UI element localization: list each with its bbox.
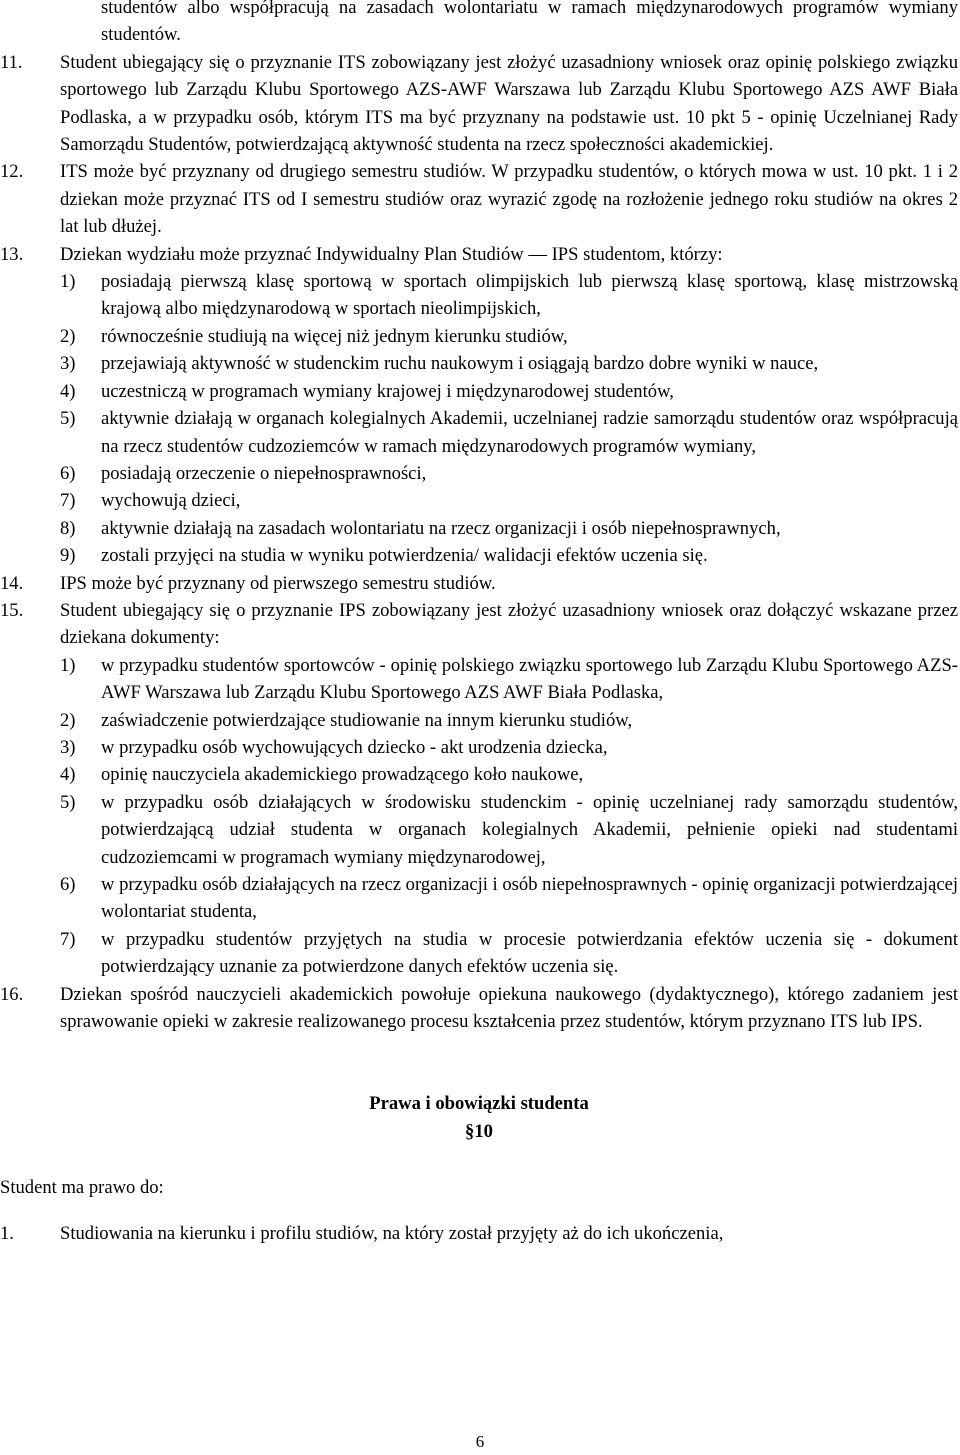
paragraph-11 [0,49,958,159]
list-item [0,707,958,734]
list-item-number: 5) [60,408,76,430]
paragraph-15 [0,597,958,652]
list-item-number: 1) [60,271,76,293]
paragraph-text: Dziekan spośród nauczycieli akademickich powołuje opiekuna naukowego (dydaktycznego), którego zadaniem jest sprawowanie opieki w zakresie realizowanego procesu kształcenia przez studentów, którym przyznano ITS lub IPS. [60,983,958,1033]
list-item-number: 9) [60,545,76,567]
list-item [0,926,958,981]
list-item-number: 1) [60,654,76,676]
list-item-text: w przypadku osób wychowujących dziecko - akt urodzenia dziecka, [101,736,608,758]
list-item [0,405,958,460]
section-symbol: §10 [465,1120,493,1142]
list-item-text: przejawiają aktywność w studenckim ruchu naukowym i osiągają bardzo dobre wyniki w nauce, [101,353,819,375]
paragraph-13 [0,241,958,268]
list-item [0,871,958,926]
page-number: 6 [475,1432,485,1451]
list-item-number: 3) [60,736,76,758]
list-item [0,761,958,788]
list-item [0,542,958,569]
list-item-text: aktywnie działają w organach kolegialnych Akademii, uczelnianej radzie samorządu studentów oraz współpracują na rzecz studentów cudzoziemców w ramach międzynarodowych programów wymiany, [101,408,958,457]
list-item-number: 5) [60,791,76,813]
list-item-number: 6) [60,462,76,484]
list-item-text: posiadają orzeczenie o niepełnosprawności, [101,462,427,484]
list-item-number: 2) [60,709,76,731]
list-item-text: opinię nauczyciela akademickiego prowadzącego koło naukowe, [101,764,584,786]
list-item-text: aktywnie działają na zasadach wolontariatu na rzecz organizacji i osób niepełnosprawnych, [101,517,781,539]
paragraph-text: ITS może być przyznany od drugiego semestru studiów. W przypadku studentów, o których mowa w ust. 10 pkt. 1 i 2 dziekan może przyznać ITS od I semestru studiów oraz wyrazić zgodę na rozłożenie jednego roku studiów na okres 2 lat lub dłużej. [60,161,958,238]
paragraph-text: IPS może być przyznany od pierwszego semestru studiów. [60,572,496,594]
paragraph-text: Studiowania na kierunku i profilu studiów, na który został przyjęty aż do ich ukończenia, [60,1223,724,1245]
list-item [0,652,958,707]
paragraph-12 [0,158,958,240]
rights-intro: Student ma prawo do: [0,1177,164,1199]
list-item [0,350,958,377]
list-item [0,378,958,405]
paragraph-number: 1. [0,1223,14,1245]
list-item-text: w przypadku studentów przyjętych na studia w procesie potwierdzania efektów uczenia się - dokument potwierdzający uznanie za potwierdzone danych efektów uczenia się. [101,928,958,978]
list-item-number: 7) [60,490,76,512]
paragraph-14 [0,570,958,597]
paragraph-text: Student ubiegający się o przyznanie IPS zobowiązany jest złożyć uzasadniony wniosek oraz dołączyć wskazane przez dziekana dokumenty: [60,599,958,649]
list-item-number: 4) [60,764,76,786]
paragraph-16 [0,981,958,1036]
list-item-text: w przypadku studentów sportowców - opinię polskiego związku sportowego lub Zarządu Klubu Sportowego AZS-AWF Warszawa lub Zarządu Klubu Sportowego AZS AWF Biała Podlaska, [101,654,958,704]
list-item-text: wychowują dzieci, [101,490,241,512]
list-item-text: w przypadku osób działających na rzecz organizacji i osób niepełnosprawnych - opinię organizacji potwierdzającej wolontariat studenta, [101,874,958,923]
list-item-text: zaświadczenie potwierdzające studiowanie na innym kierunku studiów, [101,709,633,731]
list-item [0,460,958,487]
list-item-number: 7) [60,928,76,950]
list-item-text: posiadają pierwszą klasę sportową w sportach olimpijskich lub pierwszą klasę sportową, klasę mistrzowską krajową albo międzynarodową w sportach nieolimpijskich, [101,271,958,320]
list-item [0,789,958,871]
list-item-number: 3) [60,353,76,375]
list-item [0,323,958,350]
paragraph-number: 12. [0,161,24,183]
paragraph-number: 16. [0,983,24,1005]
paragraph-number: 11. [0,51,23,73]
list-item-number: 6) [60,874,76,895]
list-item [0,268,958,323]
list-item [0,515,958,542]
paragraph-number: 14. [0,572,24,594]
list-item [0,734,958,761]
list-item [0,487,958,514]
paragraph-number: 15. [0,599,24,621]
paragraph-number: 13. [0,243,24,265]
list-item-number: 8) [60,517,76,539]
rights-item-1 [0,1220,958,1247]
list-item-number: 2) [60,325,76,347]
list-item-text: równocześnie studiują na więcej niż jednym kierunku studiów, [101,325,568,347]
section-title: Prawa i obowiązki studenta [369,1093,589,1115]
paragraph-text: Dziekan wydziału może przyznać Indywidualny Plan Studiów ― IPS studentom, którzy: [60,243,723,265]
paragraph-text: Student ubiegający się o przyznanie ITS zobowiązany jest złożyć uzasadniony wniosek oraz opinię polskiego związku sportowego lub Zarządu Klubu Sportowego AZS-AWF Warszawa lub Zarządu Klubu Sportowego AZS AWF Biała Podlaska, a w przypadku osób, którym ITS ma być przyznany na podstawie ust. 10 pkt 5 - opinię Uczelnianej Rady Samorządu Studentów, potwierdzającą aktywność studenta na rzecz społeczności akademickiej. [60,51,958,156]
list-item-text: zostali przyjęci na studia w wyniku potwierdzenia/ walidacji efektów uczenia się. [101,545,708,567]
list-item-text: uczestniczą w programach wymiany krajowej i międzynarodowej studentów, [101,380,674,402]
list-item-text: w przypadku osób działających w środowisku studenckim - opinię uczelnianej rady samorządu studentów, potwierdzającą udział studenta w organach kolegialnych Akademii, pełnienie opieki nad studentami cudzoziemcami w programach wymiany międzynarodowej, [101,791,958,868]
continued-paragraph: studentów albo współpracują na zasadach wolontariatu w ramach międzynarodowych programów wymiany studentów. [101,0,958,46]
list-item-number: 4) [60,380,76,402]
